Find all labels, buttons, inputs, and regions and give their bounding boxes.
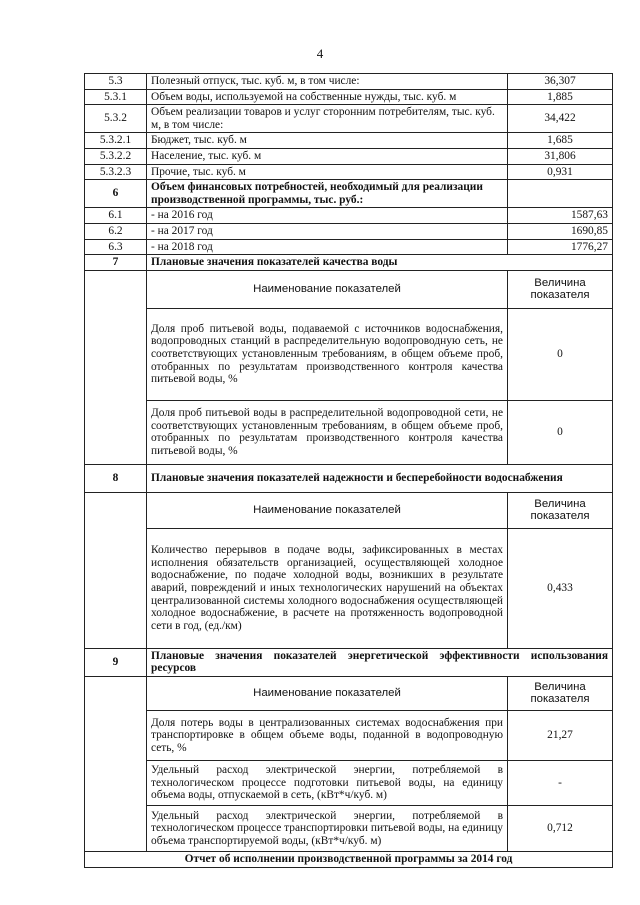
footer-row: [85, 851, 613, 867]
table-row: [85, 208, 613, 224]
row-text: Удельный расход электрической энергии, потребляемой в технологическом процессе транспортировки питьевой воды, на единицу объема транспортируемой воды, (кВт*ч/куб. м): [147, 805, 508, 851]
row-text: Бюджет, тыс. куб. м: [147, 133, 508, 149]
column-header-name: Наименование показателей: [147, 676, 508, 710]
table-row: [85, 105, 613, 133]
row-text: Прочие, тыс. куб. м: [147, 164, 508, 180]
empty-cell: [85, 492, 147, 648]
column-header-name: Наименование показателей: [147, 270, 508, 308]
row-text: Доля проб питьевой воды, подаваемой с источников водоснабжения, водопроводных станций в распределительную водопроводную сеть, не соответствующих установленным требованиям, в общем объеме проб, отобранных по результатам производственного контроля качества питьевой воды, %: [147, 308, 508, 400]
section-row: [85, 648, 613, 676]
table-row: [85, 528, 613, 648]
row-value: 1,885: [508, 89, 613, 105]
row-number: 5.3.2.3: [85, 164, 147, 180]
row-text: Объем воды, используемой на собственные нужды, тыс. куб. м: [147, 89, 508, 105]
row-number: 6.3: [85, 239, 147, 255]
empty-cell: [508, 180, 613, 208]
row-text: Удельный расход электрической энергии, потребляемой в технологическом процессе подготовки питьевой воды, на единицу объема воды, отпускаемой в сеть, (кВт*ч/куб. м): [147, 760, 508, 805]
table-row: [85, 133, 613, 149]
section-row: [85, 464, 613, 492]
row-text: Объем реализации товаров и услуг сторонним потребителям, тыс. куб. м, в том числе:: [147, 105, 508, 133]
column-header-value: Величина показателя: [508, 270, 613, 308]
section-number: 7: [85, 255, 147, 271]
row-value: 1,685: [508, 133, 613, 149]
production-program-table: [84, 73, 613, 868]
row-text: Количество перерывов в подаче воды, зафиксированных в местах исполнения обязательств организацией, осуществляющей холодное водоснабжение, по подаче холодной воды, возникших в результате аварий, повреждений и иных технологических нарушений на объектах централизованной системы холодного водоснабжения осуществляющей холодное водоснабжение, в расчете на протяженность водопроводной сети в год, (ед./км): [147, 528, 508, 648]
row-value: 1776,27: [508, 239, 613, 255]
row-value: 1690,85: [508, 223, 613, 239]
section-title: Объем финансовых потребностей, необходимый для реализации производственной программы, тыс. руб.:: [147, 180, 508, 208]
section-row: [85, 180, 613, 208]
row-number: 5.3.2.2: [85, 148, 147, 164]
column-header-value: Величина показателя: [508, 676, 613, 710]
table-row: [85, 148, 613, 164]
empty-cell: [85, 270, 147, 464]
row-number: 6.1: [85, 208, 147, 224]
section-row: [85, 255, 613, 271]
section-number: 6: [85, 180, 147, 208]
row-value: 0,712: [508, 805, 613, 851]
table-row: [85, 239, 613, 255]
row-number: 5.3.2: [85, 105, 147, 133]
table-row: [85, 223, 613, 239]
table-row: [85, 805, 613, 851]
row-value: 0: [508, 308, 613, 400]
report-title: Отчет об исполнении производственной программы за 2014 год: [85, 851, 613, 867]
section-title: Плановые значения показателей надежности и бесперебойности водоснабжения: [147, 464, 613, 492]
section-title: Плановые значения показателей энергетической эффективности использования ресурсов: [147, 648, 613, 676]
row-text: - на 2016 год: [147, 208, 508, 224]
row-text: Доля потерь воды в централизованных системах водоснабжения при транспортировке в общем объеме воды, поданной в водопроводную сеть, %: [147, 710, 508, 760]
row-text: Население, тыс. куб. м: [147, 148, 508, 164]
row-number: 6.2: [85, 223, 147, 239]
section-title: Плановые значения показателей качества воды: [147, 255, 613, 271]
table-row: [85, 710, 613, 760]
row-text: Доля проб питьевой воды в распределительной водопроводной сети, не соответствующих установленным требованиям, в общем объеме проб, отобранных по результатам производственного контроля качества питьевой воды, %: [147, 400, 508, 464]
header-row: [85, 492, 613, 528]
row-value: 31,806: [508, 148, 613, 164]
row-value: 34,422: [508, 105, 613, 133]
row-number: 5.3.1: [85, 89, 147, 105]
table-row: [85, 89, 613, 105]
row-value: 0,433: [508, 528, 613, 648]
table-row: [85, 74, 613, 90]
row-value: 1587,63: [508, 208, 613, 224]
table-row: [85, 760, 613, 805]
row-number: 5.3: [85, 74, 147, 90]
header-row: [85, 676, 613, 710]
row-value: 0,931: [508, 164, 613, 180]
table-row: [85, 400, 613, 464]
header-row: [85, 270, 613, 308]
table-row: [85, 308, 613, 400]
row-value: -: [508, 760, 613, 805]
page-number: 4: [316, 46, 324, 61]
section-number: 8: [85, 464, 147, 492]
row-value: 0: [508, 400, 613, 464]
row-value: 21,27: [508, 710, 613, 760]
section-number: 9: [85, 648, 147, 676]
row-number: 5.3.2.1: [85, 133, 147, 149]
row-value: 36,307: [508, 74, 613, 90]
row-text: - на 2017 год: [147, 223, 508, 239]
empty-cell: [85, 676, 147, 851]
table-row: [85, 164, 613, 180]
row-text: - на 2018 год: [147, 239, 508, 255]
column-header-value: Величина показателя: [508, 492, 613, 528]
row-text: Полезный отпуск, тыс. куб. м, в том числе:: [147, 74, 508, 90]
column-header-name: Наименование показателей: [147, 492, 508, 528]
